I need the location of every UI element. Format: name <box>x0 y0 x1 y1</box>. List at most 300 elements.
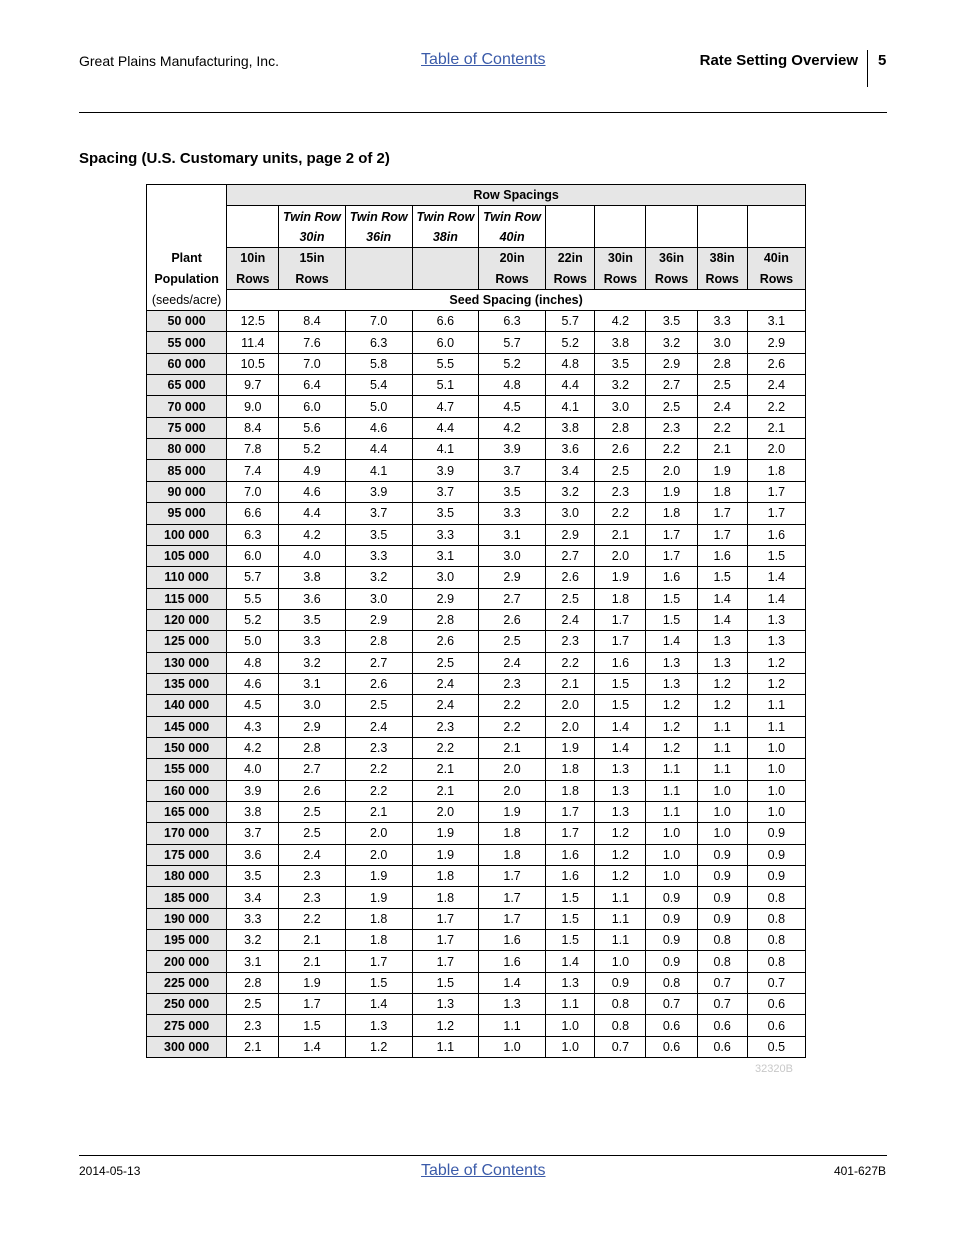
table-row <box>147 481 806 502</box>
seed-spacing-cell: 2.3 <box>412 716 478 737</box>
seed-spacing-cell: 2.6 <box>279 780 345 801</box>
seed-spacing-cell: 2.9 <box>345 609 412 630</box>
seed-spacing-cell: 5.8 <box>345 353 412 374</box>
seed-spacing-cell: 3.7 <box>478 460 545 481</box>
seed-spacing-cell: 1.6 <box>595 652 646 673</box>
seed-spacing-cell: 1.2 <box>646 695 697 716</box>
seed-spacing-cell: 1.4 <box>279 1036 345 1057</box>
seed-spacing-cell: 2.9 <box>646 353 697 374</box>
seed-spacing-cell: 3.7 <box>412 481 478 502</box>
seed-spacing-cell: 1.0 <box>478 1036 545 1057</box>
seed-spacing-cell: 0.7 <box>697 972 747 993</box>
table-row <box>147 823 806 844</box>
table-row <box>147 524 806 545</box>
seed-spacing-cell: 1.4 <box>697 609 747 630</box>
table-row <box>147 545 806 566</box>
seed-spacing-cell: 1.9 <box>412 844 478 865</box>
seed-spacing-cell: 1.3 <box>646 673 697 694</box>
seed-spacing-cell: 1.8 <box>546 780 595 801</box>
seed-spacing-cell: 2.3 <box>546 631 595 652</box>
seed-spacing-cell: 1.3 <box>747 609 805 630</box>
seed-spacing-cell: 4.6 <box>279 481 345 502</box>
seed-spacing-cell: 0.8 <box>697 951 747 972</box>
seed-spacing-cell: 1.3 <box>595 780 646 801</box>
plant-population-cell: 60 000 <box>147 353 227 374</box>
seed-spacing-cell: 0.9 <box>595 972 646 993</box>
plant-population-cell: 195 000 <box>147 930 227 951</box>
seed-spacing-cell: 1.1 <box>595 908 646 929</box>
seed-spacing-cell: 2.1 <box>595 524 646 545</box>
seed-spacing-cell: 4.8 <box>478 375 545 396</box>
seed-spacing-cell: 0.8 <box>747 951 805 972</box>
rows-label <box>412 268 478 289</box>
table-row <box>147 844 806 865</box>
seed-spacing-cell: 1.7 <box>697 503 747 524</box>
seed-spacing-cell: 1.7 <box>646 545 697 566</box>
seed-spacing-cell: 1.0 <box>747 737 805 758</box>
seed-spacing-cell: 3.5 <box>646 311 697 332</box>
seed-spacing-cell: 1.7 <box>478 887 545 908</box>
seed-spacing-cell: 0.9 <box>747 823 805 844</box>
seed-spacing-cell: 1.6 <box>646 567 697 588</box>
seed-spacing-cell: 3.8 <box>546 417 595 438</box>
seed-spacing-cell: 2.4 <box>412 673 478 694</box>
seed-spacing-cell: 10.5 <box>227 353 279 374</box>
table-row <box>147 460 806 481</box>
seed-spacing-cell: 1.5 <box>646 609 697 630</box>
seed-spacing-cell: 4.0 <box>279 545 345 566</box>
twin-row-label <box>646 206 697 227</box>
units-label: (seeds/acre) <box>147 289 227 310</box>
twin-row-size <box>227 227 279 248</box>
seed-spacing-cell: 2.5 <box>478 631 545 652</box>
seed-spacing-cell: 6.0 <box>412 332 478 353</box>
rows-label: Rows <box>747 268 805 289</box>
table-of-contents-link-bottom[interactable]: Table of Contents <box>421 1162 546 1179</box>
seed-spacing-cell: 3.8 <box>595 332 646 353</box>
rows-label: Rows <box>697 268 747 289</box>
seed-spacing-cell: 1.3 <box>478 994 545 1015</box>
seed-spacing-cell: 1.4 <box>595 716 646 737</box>
seed-spacing-cell: 2.9 <box>546 524 595 545</box>
seed-spacing-cell: 5.5 <box>227 588 279 609</box>
row-spacing-size: 20in <box>478 248 545 269</box>
seed-spacing-cell: 0.8 <box>747 908 805 929</box>
row-spacing-size: 36in <box>646 248 697 269</box>
table-of-contents-link-top[interactable]: Table of Contents <box>421 51 546 68</box>
seed-spacing-cell: 4.3 <box>227 716 279 737</box>
seed-spacing-cell: 0.6 <box>646 1036 697 1057</box>
plant-population-cell: 70 000 <box>147 396 227 417</box>
seed-spacing-cell: 1.9 <box>546 737 595 758</box>
seed-spacing-cell: 6.3 <box>478 311 545 332</box>
seed-spacing-cell: 4.7 <box>412 396 478 417</box>
seed-spacing-cell: 1.2 <box>646 737 697 758</box>
seed-spacing-cell: 0.9 <box>697 908 747 929</box>
table-row <box>147 439 806 460</box>
plant-population-cell: 185 000 <box>147 887 227 908</box>
plant-population-cell: 105 000 <box>147 545 227 566</box>
seed-spacing-cell: 1.8 <box>478 844 545 865</box>
seed-spacing-cell: 5.2 <box>227 609 279 630</box>
table-row <box>147 972 806 993</box>
table-row <box>147 609 806 630</box>
footer-date: 2014-05-13 <box>79 1164 141 1178</box>
seed-spacing-cell: 3.9 <box>478 439 545 460</box>
seed-spacing-cell: 4.1 <box>345 460 412 481</box>
seed-spacing-cell: 3.2 <box>279 652 345 673</box>
seed-spacing-cell: 4.8 <box>546 353 595 374</box>
seed-spacing-cell: 1.2 <box>595 866 646 887</box>
header-divider <box>867 50 868 87</box>
seed-spacing-cell: 2.3 <box>646 417 697 438</box>
rows-label: Rows <box>279 268 345 289</box>
seed-spacing-cell: 0.6 <box>747 1015 805 1036</box>
seed-spacing-cell: 2.6 <box>595 439 646 460</box>
seed-spacing-cell: 1.1 <box>546 994 595 1015</box>
seed-spacing-cell: 1.0 <box>747 801 805 822</box>
seed-spacing-cell: 2.9 <box>279 716 345 737</box>
seed-spacing-cell: 2.7 <box>279 759 345 780</box>
seed-spacing-cell: 1.5 <box>595 673 646 694</box>
seed-spacing-cell: 4.1 <box>412 439 478 460</box>
seed-spacing-cell: 0.9 <box>747 844 805 865</box>
seed-spacing-cell: 1.7 <box>546 823 595 844</box>
seed-spacing-cell: 11.4 <box>227 332 279 353</box>
seed-spacing-cell: 1.2 <box>595 823 646 844</box>
seed-spacing-cell: 1.0 <box>546 1036 595 1057</box>
seed-spacing-cell: 1.8 <box>747 460 805 481</box>
seed-spacing-cell: 3.2 <box>646 332 697 353</box>
seed-spacing-cell: 1.8 <box>478 823 545 844</box>
seed-spacing-cell: 2.5 <box>546 588 595 609</box>
seed-spacing-cell: 3.5 <box>478 481 545 502</box>
seed-spacing-cell: 1.8 <box>345 908 412 929</box>
seed-spacing-cell: 2.1 <box>546 673 595 694</box>
seed-spacing-cell: 0.8 <box>595 994 646 1015</box>
seed-spacing-cell: 1.3 <box>697 652 747 673</box>
seed-spacing-cell: 1.4 <box>595 737 646 758</box>
page-number: 5 <box>878 52 887 69</box>
seed-spacing-cell: 2.5 <box>345 695 412 716</box>
seed-spacing-cell: 3.8 <box>279 567 345 588</box>
seed-spacing-cell: 2.9 <box>747 332 805 353</box>
seed-spacing-cell: 0.8 <box>747 887 805 908</box>
table-row <box>147 695 806 716</box>
seed-spacing-cell: 6.3 <box>345 332 412 353</box>
row-spacing-size <box>345 248 412 269</box>
seed-spacing-cell: 3.9 <box>345 481 412 502</box>
twin-row-label: Twin Row <box>412 206 478 227</box>
seed-spacing-cell: 1.2 <box>646 716 697 737</box>
seed-spacing-cell: 0.6 <box>697 1015 747 1036</box>
seed-spacing-cell: 2.2 <box>478 716 545 737</box>
seed-spacing-cell: 3.2 <box>595 375 646 396</box>
seed-spacing-cell: 1.2 <box>412 1015 478 1036</box>
twin-row-size <box>595 227 646 248</box>
seed-spacing-cell: 2.2 <box>595 503 646 524</box>
seed-spacing-cell: 3.3 <box>279 631 345 652</box>
seed-spacing-cell: 2.5 <box>279 801 345 822</box>
seed-spacing-cell: 1.4 <box>747 588 805 609</box>
seed-spacing-cell: 4.2 <box>279 524 345 545</box>
seed-spacing-cell: 1.0 <box>546 1015 595 1036</box>
seed-spacing-cell: 2.0 <box>345 844 412 865</box>
plant-population-cell: 50 000 <box>147 311 227 332</box>
seed-spacing-cell: 2.4 <box>345 716 412 737</box>
seed-spacing-cell: 3.5 <box>595 353 646 374</box>
seed-spacing-cell: 4.2 <box>595 311 646 332</box>
table-row <box>147 930 806 951</box>
seed-spacing-cell: 3.5 <box>227 866 279 887</box>
seed-spacing-cell: 1.3 <box>595 801 646 822</box>
seed-spacing-cell: 4.9 <box>279 460 345 481</box>
table-row <box>147 716 806 737</box>
seed-spacing-cell: 3.2 <box>345 567 412 588</box>
seed-spacing-cell: 1.9 <box>412 823 478 844</box>
seed-spacing-cell: 2.0 <box>412 801 478 822</box>
seed-spacing-cell: 1.0 <box>697 801 747 822</box>
seed-spacing-cell: 1.7 <box>478 866 545 887</box>
seed-spacing-cell: 1.8 <box>412 866 478 887</box>
seed-spacing-cell: 1.8 <box>646 503 697 524</box>
twin-row-label <box>227 206 279 227</box>
seed-spacing-cell: 1.5 <box>546 908 595 929</box>
seed-spacing-cell: 2.3 <box>595 481 646 502</box>
seed-spacing-cell: 3.8 <box>227 801 279 822</box>
seed-spacing-cell: 2.0 <box>546 695 595 716</box>
plant-population-cell: 250 000 <box>147 994 227 1015</box>
seed-spacing-cell: 1.4 <box>345 994 412 1015</box>
seed-spacing-cell: 1.4 <box>747 567 805 588</box>
plant-population-cell: 85 000 <box>147 460 227 481</box>
seed-spacing-cell: 1.7 <box>697 524 747 545</box>
seed-spacing-cell: 1.0 <box>747 780 805 801</box>
seed-spacing-cell: 3.9 <box>412 460 478 481</box>
seed-spacing-cell: 1.1 <box>646 759 697 780</box>
seed-spacing-cell: 1.5 <box>646 588 697 609</box>
plant-population-cell: 90 000 <box>147 481 227 502</box>
seed-spacing-cell: 0.7 <box>595 1036 646 1057</box>
seed-spacing-cell: 8.4 <box>227 417 279 438</box>
seed-spacing-cell: 1.7 <box>279 994 345 1015</box>
seed-spacing-cell: 1.1 <box>595 930 646 951</box>
seed-spacing-cell: 2.1 <box>345 801 412 822</box>
seed-spacing-cell: 2.3 <box>227 1015 279 1036</box>
seed-spacing-cell: 1.7 <box>478 908 545 929</box>
seed-spacing-cell: 1.6 <box>478 951 545 972</box>
seed-spacing-cell: 2.5 <box>697 375 747 396</box>
table-row <box>147 759 806 780</box>
seed-spacing-cell: 2.0 <box>595 545 646 566</box>
seed-spacing-cell: 2.7 <box>345 652 412 673</box>
seed-spacing-cell: 3.5 <box>279 609 345 630</box>
seed-spacing-cell: 2.8 <box>595 417 646 438</box>
seed-spacing-cell: 1.1 <box>747 695 805 716</box>
seed-spacing-cell: 2.1 <box>697 439 747 460</box>
seed-spacing-cell: 2.3 <box>279 887 345 908</box>
seed-spacing-cell: 2.7 <box>478 588 545 609</box>
plant-population-cell: 300 000 <box>147 1036 227 1057</box>
seed-spacing-cell: 1.3 <box>747 631 805 652</box>
company-name: Great Plains Manufacturing, Inc. <box>79 53 279 69</box>
rows-label: Rows <box>478 268 545 289</box>
rows-label <box>345 268 412 289</box>
seed-spacing-cell: 4.6 <box>227 673 279 694</box>
seed-spacing-cell: 2.6 <box>412 631 478 652</box>
seed-spacing-cell: 3.1 <box>747 311 805 332</box>
rows-label: Rows <box>646 268 697 289</box>
twin-row-label: Twin Row <box>279 206 345 227</box>
table-row <box>147 737 806 758</box>
row-spacing-size: 22in <box>546 248 595 269</box>
seed-spacing-cell: 2.6 <box>546 567 595 588</box>
seed-spacing-cell: 1.3 <box>546 972 595 993</box>
seed-spacing-cell: 2.1 <box>279 930 345 951</box>
seed-spacing-cell: 3.1 <box>279 673 345 694</box>
plant-population-cell: 225 000 <box>147 972 227 993</box>
section-title: Spacing (U.S. Customary units, page 2 of 2) <box>79 150 390 167</box>
seed-spacing-cell: 1.7 <box>595 631 646 652</box>
seed-spacing-cell: 0.8 <box>646 972 697 993</box>
seed-spacing-cell: 9.7 <box>227 375 279 396</box>
seed-spacing-cell: 2.2 <box>697 417 747 438</box>
seed-spacing-cell: 0.8 <box>697 930 747 951</box>
seed-spacing-cell: 5.6 <box>279 417 345 438</box>
seed-spacing-cell: 1.8 <box>345 930 412 951</box>
seed-spacing-cell: 9.0 <box>227 396 279 417</box>
seed-spacing-cell: 2.4 <box>412 695 478 716</box>
plant-population-cell: 80 000 <box>147 439 227 460</box>
seed-spacing-cell: 5.2 <box>478 353 545 374</box>
seed-spacing-cell: 1.0 <box>646 866 697 887</box>
seed-spacing-cell: 6.0 <box>279 396 345 417</box>
plant-population-cell: 55 000 <box>147 332 227 353</box>
table-row <box>147 567 806 588</box>
row-spacing-size: 30in <box>595 248 646 269</box>
seed-spacing-cell: 1.3 <box>697 631 747 652</box>
seed-spacing-cell: 2.8 <box>227 972 279 993</box>
seed-spacing-cell: 3.7 <box>345 503 412 524</box>
seed-spacing-cell: 2.6 <box>747 353 805 374</box>
seed-spacing-cell: 5.5 <box>412 353 478 374</box>
seed-spacing-cell: 6.6 <box>412 311 478 332</box>
seed-spacing-cell: 4.5 <box>227 695 279 716</box>
seed-spacing-cell: 2.2 <box>345 780 412 801</box>
seed-spacing-cell: 1.8 <box>595 588 646 609</box>
table-row <box>147 866 806 887</box>
seed-spacing-cell: 1.2 <box>697 695 747 716</box>
seed-spacing-cell: 4.4 <box>345 439 412 460</box>
seed-spacing-cell: 6.4 <box>279 375 345 396</box>
plant-population-cell: 110 000 <box>147 567 227 588</box>
seed-spacing-cell: 0.9 <box>646 951 697 972</box>
seed-spacing-cell: 1.1 <box>697 759 747 780</box>
rows-label: Rows <box>595 268 646 289</box>
seed-spacing-cell: 5.7 <box>546 311 595 332</box>
seed-spacing-cell: 1.0 <box>646 823 697 844</box>
seed-spacing-cell: 1.9 <box>595 567 646 588</box>
seed-spacing-cell: 3.0 <box>412 567 478 588</box>
seed-spacing-cell: 1.9 <box>478 801 545 822</box>
seed-spacing-cell: 2.0 <box>646 460 697 481</box>
twin-row-size <box>747 227 805 248</box>
table-row <box>147 887 806 908</box>
row-spacing-size: 10in <box>227 248 279 269</box>
seed-spacing-cell: 2.1 <box>279 951 345 972</box>
seed-spacing-cell: 2.5 <box>279 823 345 844</box>
seed-spacing-cell: 6.0 <box>227 545 279 566</box>
seed-spacing-cell: 2.8 <box>697 353 747 374</box>
seed-spacing-cell: 2.8 <box>345 631 412 652</box>
seed-spacing-cell: 1.1 <box>697 716 747 737</box>
seed-spacing-cell: 2.2 <box>412 737 478 758</box>
plant-population-cell: 160 000 <box>147 780 227 801</box>
seed-spacing-cell: 3.0 <box>478 545 545 566</box>
plant-population-cell: 190 000 <box>147 908 227 929</box>
seed-spacing-cell: 5.0 <box>227 631 279 652</box>
seed-spacing-header: Seed Spacing (inches) <box>227 289 806 310</box>
table-row <box>147 311 806 332</box>
plant-population-cell: 100 000 <box>147 524 227 545</box>
seed-spacing-cell: 1.6 <box>546 866 595 887</box>
plant-population-cell: 140 000 <box>147 695 227 716</box>
seed-spacing-cell: 1.7 <box>412 930 478 951</box>
seed-spacing-cell: 3.5 <box>412 503 478 524</box>
seed-spacing-cell: 4.4 <box>412 417 478 438</box>
seed-spacing-cell: 3.9 <box>227 780 279 801</box>
seed-spacing-cell: 3.1 <box>478 524 545 545</box>
seed-spacing-cell: 1.2 <box>697 673 747 694</box>
seed-spacing-cell: 5.4 <box>345 375 412 396</box>
seed-spacing-cell: 4.5 <box>478 396 545 417</box>
twin-row-size <box>697 227 747 248</box>
table-row <box>147 396 806 417</box>
seed-spacing-cell: 8.4 <box>279 311 345 332</box>
twin-row-size: 40in <box>478 227 545 248</box>
seed-spacing-cell: 1.8 <box>412 887 478 908</box>
seed-spacing-cell: 2.5 <box>412 652 478 673</box>
seed-spacing-cell: 1.7 <box>546 801 595 822</box>
seed-spacing-cell: 1.7 <box>412 951 478 972</box>
seed-spacing-cell: 1.2 <box>345 1036 412 1057</box>
seed-spacing-cell: 3.7 <box>227 823 279 844</box>
seed-spacing-cell: 2.2 <box>478 695 545 716</box>
seed-spacing-cell: 2.7 <box>646 375 697 396</box>
seed-spacing-cell: 5.7 <box>227 567 279 588</box>
seed-spacing-cell: 2.4 <box>747 375 805 396</box>
seed-spacing-cell: 1.7 <box>345 951 412 972</box>
rows-label: Rows <box>227 268 279 289</box>
seed-spacing-cell: 3.1 <box>227 951 279 972</box>
seed-spacing-cell: 2.8 <box>279 737 345 758</box>
seed-spacing-cell: 2.1 <box>478 737 545 758</box>
seed-spacing-cell: 1.4 <box>478 972 545 993</box>
seed-spacing-cell: 2.7 <box>546 545 595 566</box>
seed-spacing-cell: 0.9 <box>646 930 697 951</box>
seed-spacing-cell: 7.6 <box>279 332 345 353</box>
plant-population-cell: 170 000 <box>147 823 227 844</box>
seed-spacing-cell: 12.5 <box>227 311 279 332</box>
seed-spacing-cell: 2.0 <box>478 780 545 801</box>
plant-population-cell: 145 000 <box>147 716 227 737</box>
seed-spacing-cell: 0.7 <box>697 994 747 1015</box>
twin-row-label: Twin Row <box>345 206 412 227</box>
seed-spacing-cell: 7.4 <box>227 460 279 481</box>
seed-spacing-cell: 0.9 <box>697 844 747 865</box>
seed-spacing-cell: 4.4 <box>546 375 595 396</box>
table-row <box>147 994 806 1015</box>
